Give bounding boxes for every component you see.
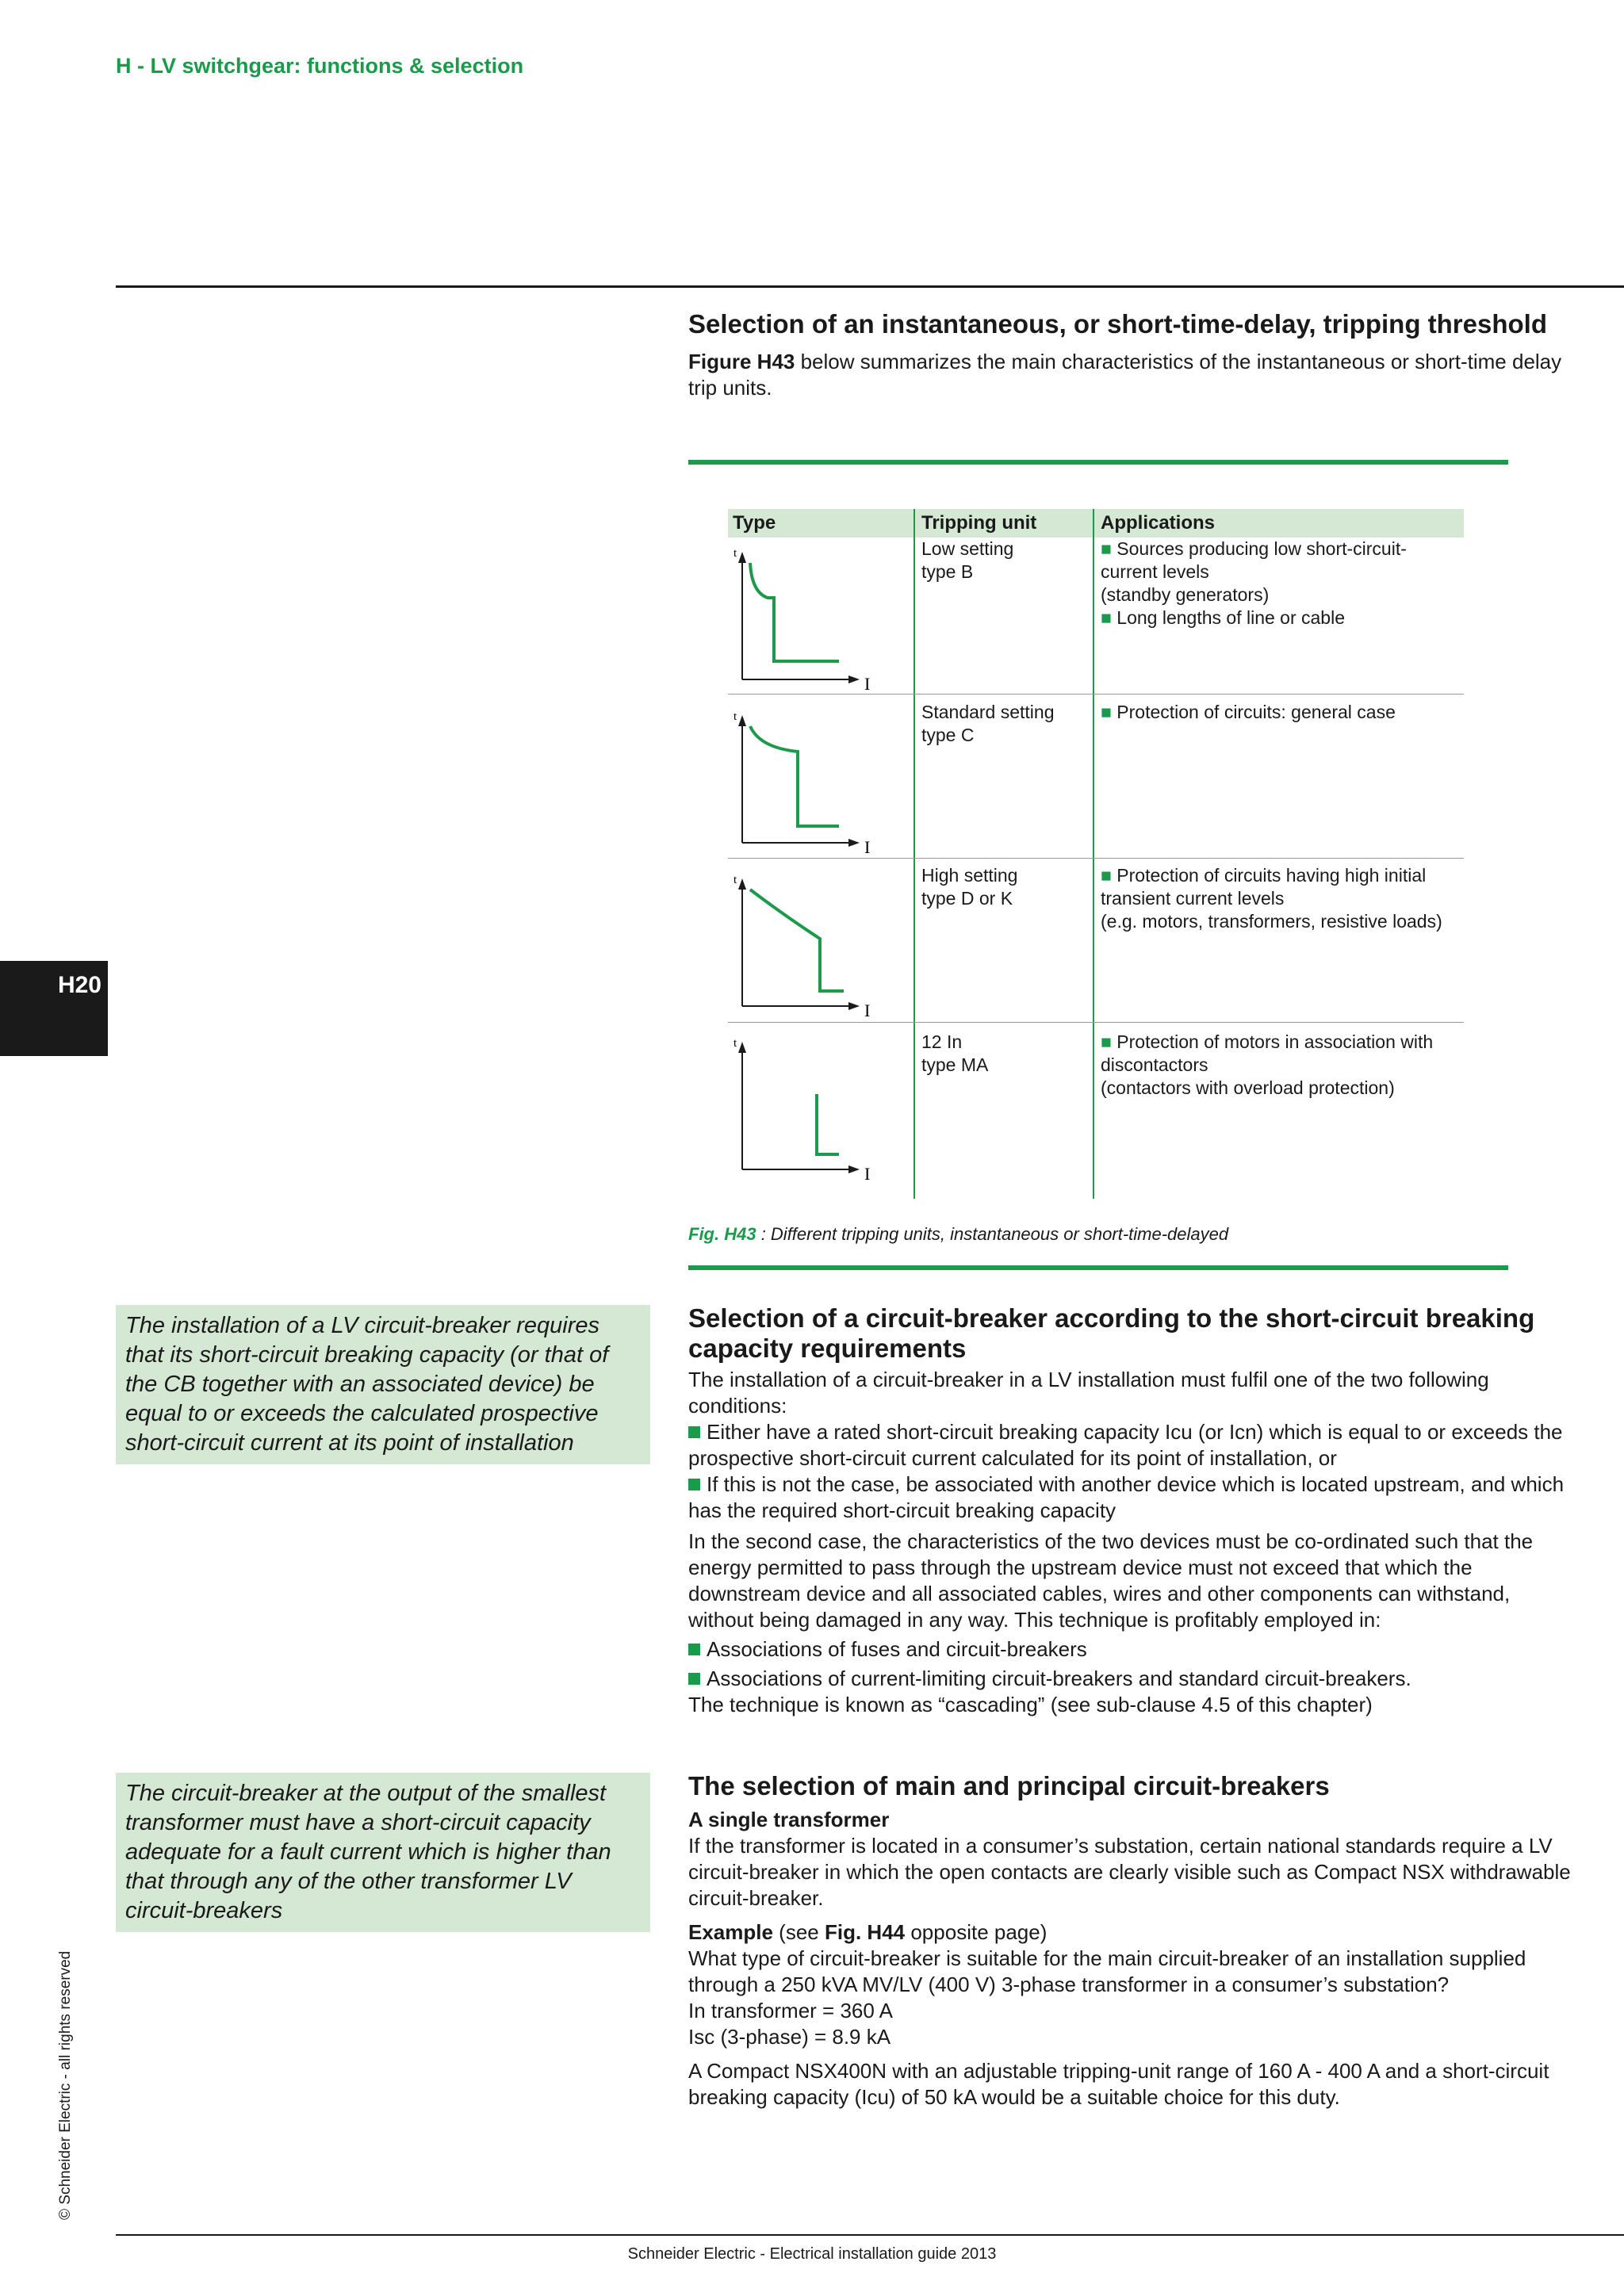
header-tripping-unit: Tripping unit: [921, 512, 1037, 534]
app-line: current levels: [1101, 561, 1209, 582]
app-line: (contactors with overload protection): [1101, 1077, 1395, 1098]
bullet-square-icon: ■: [1101, 702, 1112, 722]
section-title: Selection of an instantaneous, or short-time-delay, tripping threshold: [688, 309, 1547, 339]
applications-cell: [1101, 701, 1396, 724]
caption-text: : Different tripping units, instantaneous or short-time-delayed: [756, 1224, 1229, 1244]
header-applications: Applications: [1101, 512, 1216, 534]
bullet-item: [688, 1471, 1576, 1524]
app-line: transient current levels: [1101, 888, 1285, 909]
bottom-rule: [116, 2234, 1624, 2236]
bullet-text: Either have a rated short-circuit breaking capacity Icu (or Icn) which is equal to or exceeds the prospective short-circuit current calculated for its point of installation, or: [688, 1420, 1563, 1470]
example-heading: [688, 1919, 1576, 1946]
chapter-header: H - LV switchgear: functions & selection: [116, 54, 524, 78]
unit-line: Low setting: [921, 538, 1014, 559]
unit-cell: [921, 538, 1013, 584]
unit-line: Standard setting: [921, 702, 1055, 722]
paragraph: In the second case, the characteristics of the two devices must be co-ordinated such that the energy permitted to pass through the upstream device must not exceed that which the downstream device and all associated cables, wires and other components can withstand, without being damaged in any way. This technique is profitably employed in:: [688, 1529, 1534, 1632]
axis-i-label: I: [864, 1164, 871, 1184]
unit-cell: [921, 1031, 988, 1077]
top-rule: [116, 285, 1624, 288]
example-text: opposite page): [905, 1920, 1048, 1944]
unit-cell: [921, 701, 1055, 747]
paragraph: A Compact NSX400N with an adjustable tripping-unit range of 160 A - 400 A and a short-circuit breaking capacity (Icu) of 50 kA would be a suitable choice for this duty.: [688, 2059, 1549, 2109]
axis-i-label: I: [864, 837, 871, 857]
bullet-square-icon: [688, 1673, 700, 1685]
axis-t-label: t: [733, 874, 737, 886]
curve-type-b: [728, 541, 887, 699]
bullet-square-icon: [688, 1644, 700, 1655]
app-line: ■ Long lengths of line or cable: [1101, 607, 1345, 628]
bullet-square-icon: [688, 1479, 700, 1490]
sidebox-smallest-transformer: The circuit-breaker at the output of the smallest transformer must have a short-circuit capacity adequate for a fault current which is higher than that through any of the other transformer LV circuit-breakers: [116, 1773, 650, 1932]
app-line: discontactors: [1101, 1054, 1208, 1075]
column-divider: [914, 509, 915, 1199]
curve-type-c: [728, 704, 887, 863]
page-number: H20: [57, 972, 102, 998]
section-breaking-capacity: [688, 1303, 1576, 1718]
app-line: ■ Protection of circuits having high initial: [1101, 865, 1427, 886]
page-tab: [0, 961, 108, 1056]
axis-i-label: I: [864, 674, 871, 694]
section-intro: [688, 349, 1576, 401]
section-tripping-threshold: [688, 309, 1576, 401]
table-header: [728, 509, 1464, 538]
curve-type-d: [728, 867, 887, 1026]
tripping-units-table: [728, 509, 1464, 1199]
subsection-title: A single transformer: [688, 1808, 890, 1831]
paragraph: If the transformer is located in a consumer’s substation, certain national standards require a LV circuit-breaker in which the open contacts are clearly visible such as Compact NSX withdrawable circuit-breaker.: [688, 1834, 1571, 1910]
unit-line: High setting: [921, 865, 1018, 886]
header-type: Type: [733, 512, 776, 534]
figure-top-bar: [688, 460, 1508, 465]
app-line: ■ Protection of motors in association with: [1101, 1031, 1434, 1052]
copyright-notice: © Schneider Electric - all rights reserved: [57, 1950, 74, 2220]
app-line: (standby generators): [1101, 584, 1270, 605]
unit-cell: [921, 864, 1017, 910]
value-line: In transformer = 360 A: [688, 1999, 893, 2022]
column-divider: [1093, 509, 1094, 1199]
app-line: (e.g. motors, transformers, resistive loads): [1101, 911, 1442, 932]
applications-cell: [1101, 864, 1442, 933]
bullet-item: [688, 1666, 1576, 1692]
value-line: Isc (3-phase) = 8.9 kA: [688, 2025, 891, 2049]
sidebox-breaking-capacity: The installation of a LV circuit-breaker requires that its short-circuit breaking capacity (or that of the CB together with an associated device) be equal to or exceeds the calculated prospective short-circuit current at its point of installation: [116, 1305, 650, 1464]
bullet-square-icon: ■: [1101, 1031, 1112, 1052]
unit-line: type B: [921, 561, 974, 582]
unit-line: type C: [921, 725, 975, 745]
unit-line: type MA: [921, 1054, 989, 1075]
unit-line: 12 In: [921, 1031, 963, 1052]
curve-type-ma: [728, 1031, 887, 1189]
bullet-square-icon: ■: [1101, 538, 1112, 559]
bullet-item: [688, 1419, 1576, 1471]
bullet-square-icon: ■: [1101, 607, 1112, 628]
axis-t-label: t: [733, 547, 737, 560]
bullet-square-icon: ■: [1101, 865, 1112, 886]
axis-t-label: t: [733, 1037, 737, 1050]
page-footer: Schneider Electric - Electrical installation guide 2013: [627, 2245, 997, 2263]
unit-line: type D or K: [921, 888, 1013, 909]
section-title: Selection of a circuit-breaker according to the short-circuit breaking capacity requirements: [688, 1303, 1535, 1363]
applications-cell: [1101, 538, 1407, 629]
app-line: ■ Protection of circuits: general case: [1101, 702, 1396, 722]
bullet-square-icon: [688, 1426, 700, 1438]
figure-caption: [688, 1224, 1228, 1245]
example-text: (see: [772, 1920, 825, 1944]
bullet-text: Associations of current-limiting circuit-breakers and standard circuit-breakers.: [707, 1667, 1411, 1690]
bullet-item: [688, 1636, 1576, 1663]
paragraph: The technique is known as “cascading” (see sub-clause 4.5 of this chapter): [688, 1693, 1373, 1716]
figure-ref: Fig. H44: [824, 1920, 906, 1944]
axis-i-label: I: [864, 1001, 871, 1020]
figure-bottom-bar: [688, 1265, 1508, 1270]
applications-cell: [1101, 1031, 1433, 1100]
app-line: ■ Sources producing low short-circuit-: [1101, 538, 1407, 559]
paragraph: What type of circuit-breaker is suitable for the main circuit-breaker of an installation supplied through a 250 kVA MV/LV (400 V) 3-phase transformer in a consumer’s substation?: [688, 1946, 1526, 1996]
section-main-circuit-breakers: [688, 1771, 1576, 2110]
axis-t-label: t: [733, 710, 737, 723]
bullet-text: If this is not the case, be associated with another device which is located upstream, and which has the required short-circuit breaking capacity: [688, 1472, 1565, 1522]
example-label: Example: [688, 1920, 773, 1944]
section-title: The selection of main and principal circuit-breakers: [688, 1771, 1330, 1800]
intro-text: below summarizes the main characteristics of the instantaneous or short-time delay trip units.: [688, 350, 1562, 400]
caption-fig-label: Fig. H43: [688, 1224, 756, 1244]
paragraph: The installation of a circuit-breaker in a LV installation must fulfil one of the two following conditions:: [688, 1368, 1489, 1418]
figure-ref: Figure H43: [688, 350, 795, 373]
bullet-text: Associations of fuses and circuit-breakers: [707, 1637, 1087, 1661]
